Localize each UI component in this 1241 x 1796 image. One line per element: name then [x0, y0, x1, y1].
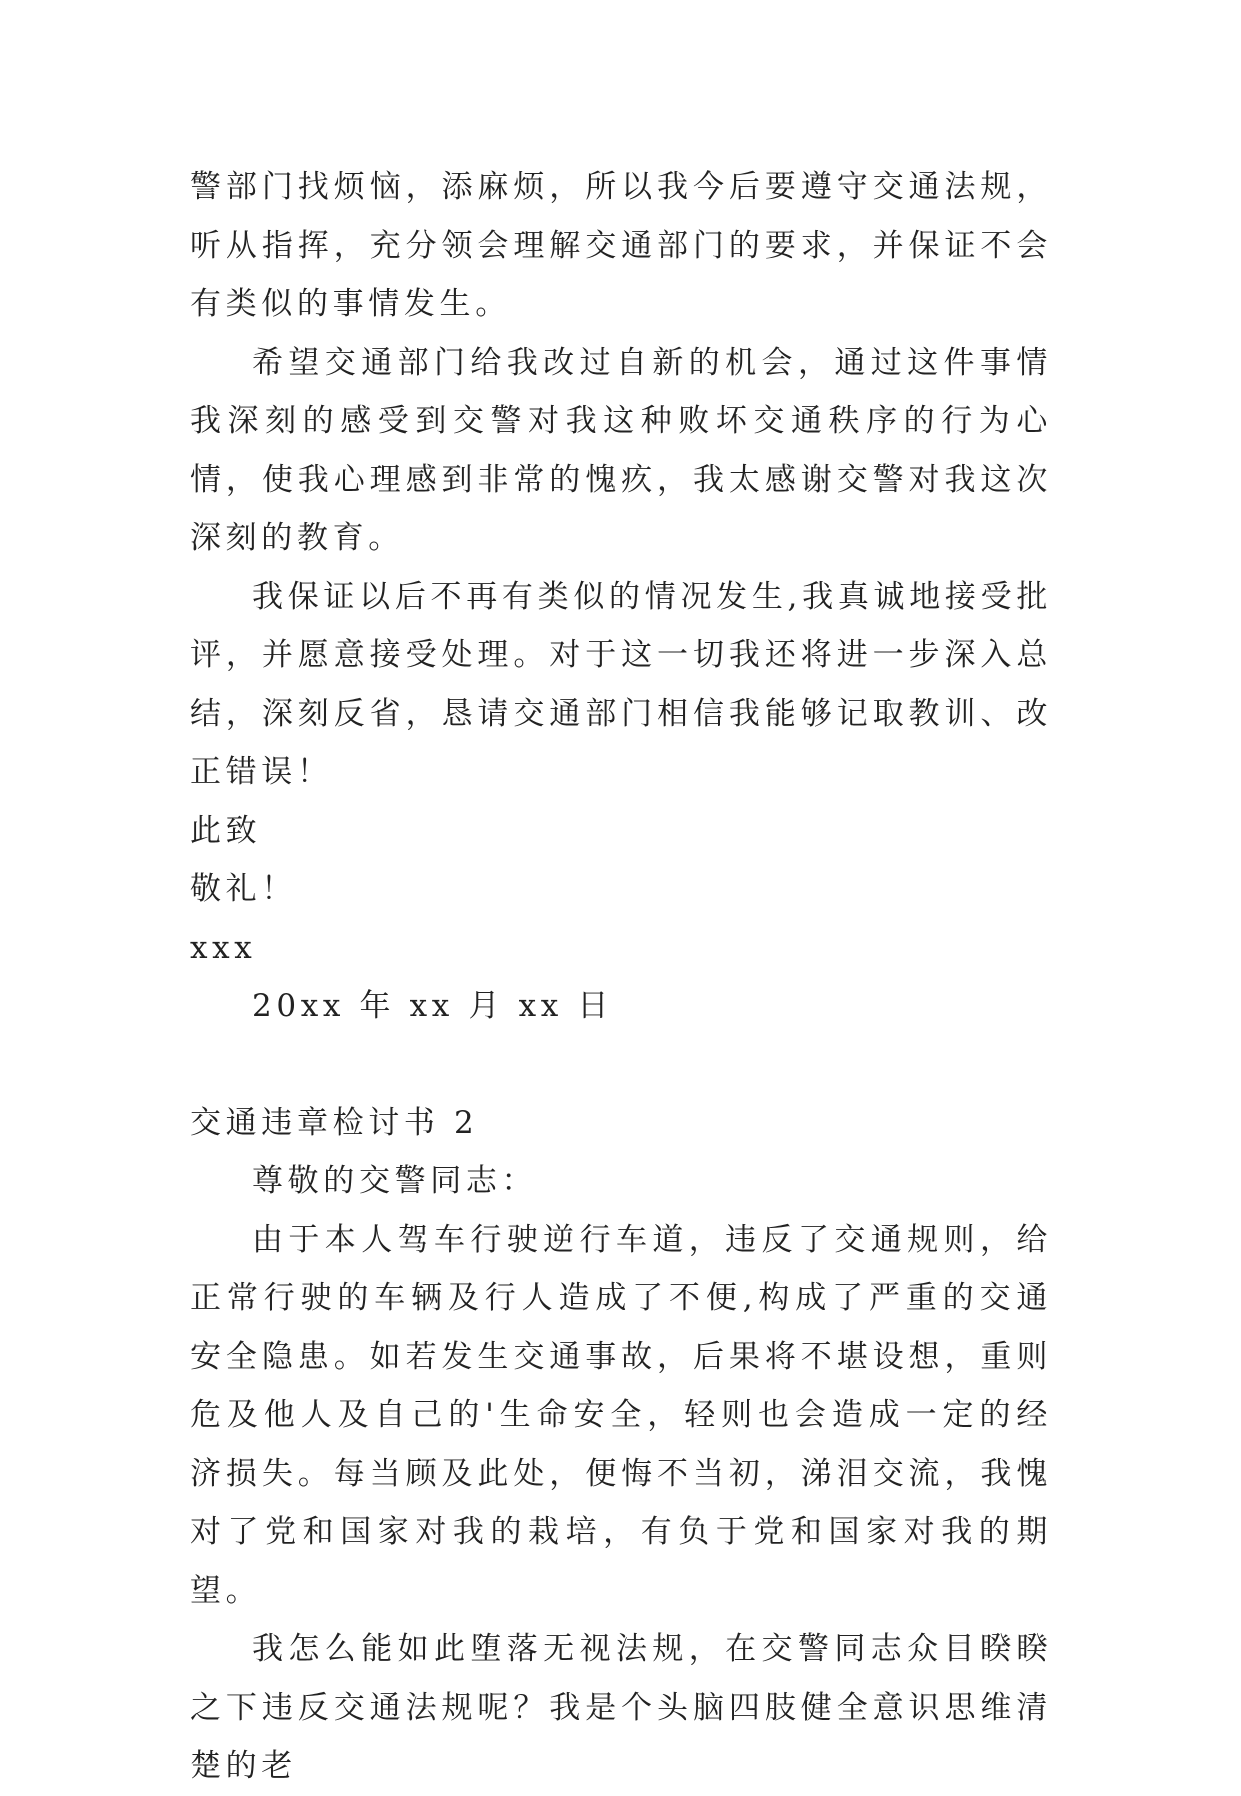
- closing-jingli: 敬礼！: [190, 871, 297, 907]
- paragraph-promise: 我保证以后不再有类似的情况发生,我真诚地接受批评，并愿意接受处理。对于这一切我还将进一步深入总结，深刻反省，恳请交通部门相信我能够记取教训、改正错误！: [190, 578, 1052, 790]
- section-title: 交通违章检讨书 2: [190, 1104, 479, 1141]
- paragraph-hope: 希望交通部门给我改过自新的机会，通过这件事情我深刻的感受到交警对我这种败坏交通秩序的行为心情，使我心理感到非常的愧疚，我太感谢交警对我这次深刻的教育。: [190, 344, 1052, 556]
- date: 20xx 年 xx 月 xx 日: [252, 988, 614, 1024]
- paragraph-violation: 由于本人驾车行驶逆行车道，违反了交通规则，给正常行驶的车辆及行人造成了不便,构成了严重的交通安全隐患。如若发生交通事故，后果将不堪设想，重则危及他人及自己的'生命安全，轻则也会造成一定的经济损失。每当顾及此处，便悔不当初，涕泪交流，我愧对了党和国家对我的栽培，有负于党和国家对我的期望。: [190, 1221, 1052, 1609]
- paragraph-continuation: 警部门找烦恼，添麻烦，所以我今后要遵守交通法规，听从指挥，充分领会理解交通部门的要求，并保证不会有类似的事情发生。: [190, 169, 1052, 322]
- paragraph-reflection: 我怎么能如此堕落无视法规，在交警同志众目睽睽之下违反交通法规呢？我是个头脑四肢健全意识思维清楚的老: [190, 1631, 1052, 1784]
- salutation: 尊敬的交警同志：: [252, 1163, 538, 1199]
- signature: xxx: [190, 929, 257, 966]
- closing-cizhi: 此致: [190, 812, 262, 849]
- document-body: [190, 158, 1052, 1796]
